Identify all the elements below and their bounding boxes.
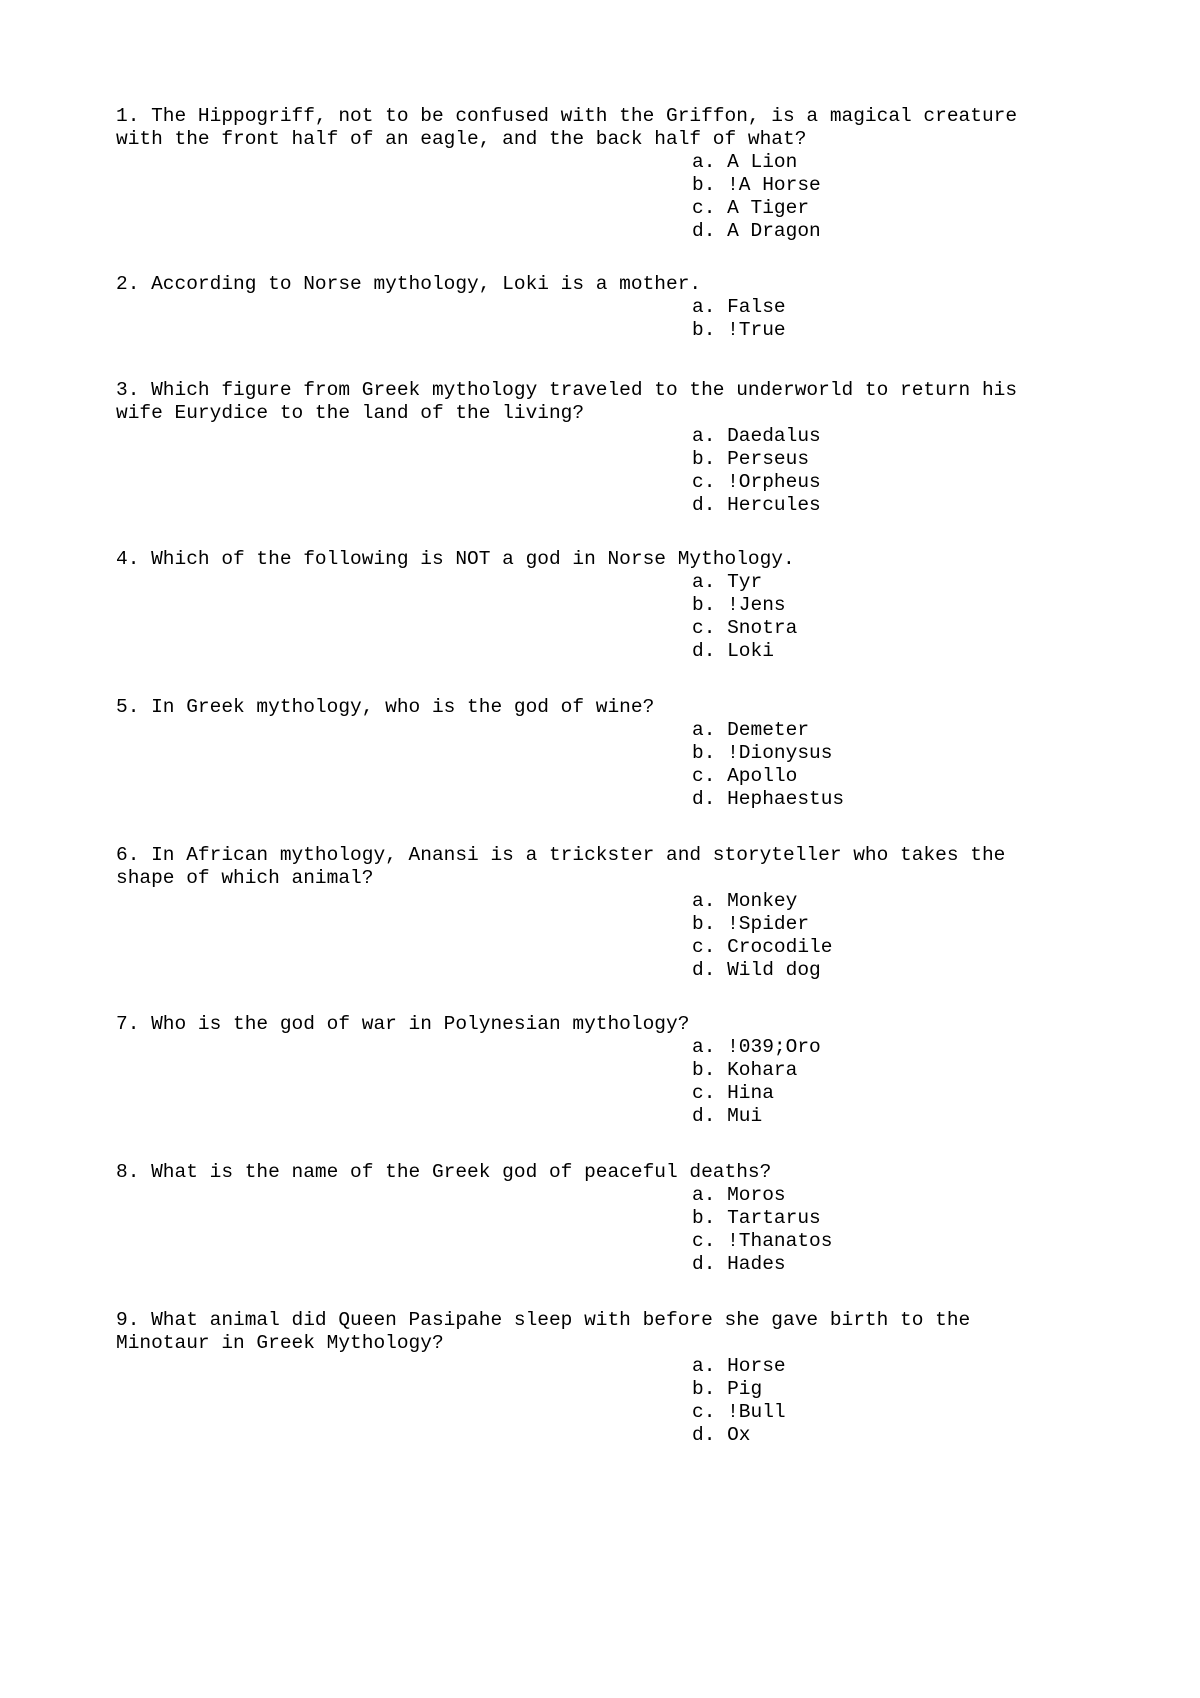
- question-text: What animal did Queen Pasipahe sleep with before she gave birth to the: [151, 1309, 971, 1331]
- answer-option: [692, 788, 1076, 811]
- option-letter: c.: [692, 617, 716, 639]
- answer-option: [692, 197, 1076, 220]
- option-letter: d.: [692, 788, 716, 810]
- answer-option: [692, 1424, 1076, 1447]
- option-letter: c.: [692, 765, 716, 787]
- option-letter: b.: [692, 913, 716, 935]
- question-number: 3.: [116, 379, 140, 401]
- question-5: [116, 696, 1076, 811]
- answer-option: [692, 719, 1076, 742]
- answer-option: [692, 1378, 1076, 1401]
- option-text: !Bull: [727, 1401, 786, 1423]
- answer-option: [692, 765, 1076, 788]
- question-text: The Hippogriff, not to be confused with the Griffon, is a magical creature: [151, 105, 1018, 127]
- option-letter: c.: [692, 1230, 716, 1252]
- question-text-line: [116, 105, 1076, 128]
- question-text-line: [116, 273, 1076, 296]
- option-text: !A Horse: [727, 174, 821, 196]
- option-letter: d.: [692, 1105, 716, 1127]
- question-4: [116, 548, 1076, 663]
- option-text: Kohara: [727, 1059, 798, 1081]
- question-number: 6.: [116, 844, 140, 866]
- question-text: In African mythology, Anansi is a trickster and storyteller who takes the: [151, 844, 1006, 866]
- question-1: [116, 105, 1076, 243]
- answer-options: [116, 719, 1076, 811]
- option-letter: c.: [692, 471, 716, 493]
- answer-options: [116, 296, 1076, 342]
- option-letter: a.: [692, 571, 716, 593]
- question-text-line: [116, 1013, 1076, 1036]
- option-letter: a.: [692, 1036, 716, 1058]
- answer-option: [692, 890, 1076, 913]
- answer-option: [692, 220, 1076, 243]
- question-text-line: [116, 128, 1076, 151]
- question-text: According to Norse mythology, Loki is a mother.: [151, 273, 702, 295]
- option-text: Hercules: [727, 494, 821, 516]
- answer-option: [692, 151, 1076, 174]
- question-text: with the front half of an eagle, and the back half of what?: [116, 128, 807, 150]
- answer-options: [116, 571, 1076, 663]
- question-text-line: [116, 867, 1076, 890]
- answer-option: [692, 448, 1076, 471]
- option-text: !Dionysus: [727, 742, 833, 764]
- answer-option: [692, 319, 1076, 342]
- option-letter: a.: [692, 151, 716, 173]
- option-letter: d.: [692, 640, 716, 662]
- question-text: What is the name of the Greek god of peaceful deaths?: [151, 1161, 772, 1183]
- question-8: [116, 1161, 1076, 1276]
- option-letter: b.: [692, 448, 716, 470]
- option-text: Moros: [727, 1184, 786, 1206]
- option-text: Loki: [727, 640, 774, 662]
- answer-option: [692, 1401, 1076, 1424]
- answer-option: [692, 594, 1076, 617]
- answer-option: [692, 913, 1076, 936]
- option-text: !True: [727, 319, 786, 341]
- question-number: 5.: [116, 696, 140, 718]
- answer-option: [692, 571, 1076, 594]
- option-text: Tyr: [727, 571, 763, 593]
- question-text: In Greek mythology, who is the god of wine?: [151, 696, 655, 718]
- option-letter: c.: [692, 936, 716, 958]
- question-text-line: [116, 844, 1076, 867]
- option-letter: b.: [692, 1059, 716, 1081]
- option-text: Demeter: [727, 719, 810, 741]
- option-letter: d.: [692, 959, 716, 981]
- option-text: Hephaestus: [727, 788, 845, 810]
- question-6: [116, 844, 1076, 982]
- option-text: Tartarus: [727, 1207, 821, 1229]
- option-text: Wild dog: [727, 959, 821, 981]
- option-letter: b.: [692, 1378, 716, 1400]
- question-text-line: [116, 402, 1076, 425]
- question-9: [116, 1309, 1076, 1447]
- option-letter: b.: [692, 174, 716, 196]
- option-text: Horse: [727, 1355, 786, 1377]
- option-letter: b.: [692, 319, 716, 341]
- option-letter: c.: [692, 1401, 716, 1423]
- answer-option: [692, 742, 1076, 765]
- question-text-line: [116, 548, 1076, 571]
- option-text: Perseus: [727, 448, 810, 470]
- answer-options: [116, 1355, 1076, 1447]
- option-letter: d.: [692, 1253, 716, 1275]
- option-text: Apollo: [727, 765, 798, 787]
- question-number: 1.: [116, 105, 140, 127]
- option-letter: d.: [692, 220, 716, 242]
- question-3: [116, 379, 1076, 517]
- option-letter: a.: [692, 296, 716, 318]
- answer-options: [116, 425, 1076, 517]
- answer-options: [116, 1036, 1076, 1128]
- question-text: Which of the following is NOT a god in Norse Mythology.: [151, 548, 795, 570]
- question-2: [116, 273, 1076, 342]
- option-text: A Tiger: [727, 197, 810, 219]
- option-text: Hades: [727, 1253, 786, 1275]
- question-text-line: [116, 1332, 1076, 1355]
- option-letter: a.: [692, 719, 716, 741]
- answer-option: [692, 617, 1076, 640]
- option-text: !Thanatos: [727, 1230, 833, 1252]
- option-text: !039;Oro: [727, 1036, 821, 1058]
- option-letter: d.: [692, 494, 716, 516]
- option-text: !Spider: [727, 913, 810, 935]
- answer-option: [692, 1355, 1076, 1378]
- question-text-line: [116, 1161, 1076, 1184]
- question-7: [116, 1013, 1076, 1128]
- question-number: 9.: [116, 1309, 140, 1331]
- option-text: Pig: [727, 1378, 763, 1400]
- answer-option: [692, 1059, 1076, 1082]
- option-letter: a.: [692, 1184, 716, 1206]
- option-text: Mui: [727, 1105, 763, 1127]
- answer-option: [692, 1230, 1076, 1253]
- option-letter: d.: [692, 1424, 716, 1446]
- option-letter: c.: [692, 197, 716, 219]
- option-letter: b.: [692, 1207, 716, 1229]
- option-text: !Orpheus: [727, 471, 821, 493]
- answer-option: [692, 1184, 1076, 1207]
- option-text: Monkey: [727, 890, 798, 912]
- answer-option: [692, 1036, 1076, 1059]
- option-letter: c.: [692, 1082, 716, 1104]
- option-letter: a.: [692, 425, 716, 447]
- answer-options: [116, 890, 1076, 982]
- option-text: !Jens: [727, 594, 786, 616]
- question-text-line: [116, 379, 1076, 402]
- answer-option: [692, 471, 1076, 494]
- option-text: Crocodile: [727, 936, 833, 958]
- option-letter: a.: [692, 1355, 716, 1377]
- question-text: shape of which animal?: [116, 867, 374, 889]
- question-text: wife Eurydice to the land of the living?: [116, 402, 585, 424]
- answer-option: [692, 959, 1076, 982]
- answer-option: [692, 494, 1076, 517]
- question-number: 4.: [116, 548, 140, 570]
- answer-option: [692, 1105, 1076, 1128]
- option-text: Daedalus: [727, 425, 821, 447]
- question-text: Who is the god of war in Polynesian mythology?: [151, 1013, 690, 1035]
- option-text: Snotra: [727, 617, 798, 639]
- option-letter: b.: [692, 594, 716, 616]
- answer-options: [116, 151, 1076, 243]
- question-text-line: [116, 1309, 1076, 1332]
- option-letter: a.: [692, 890, 716, 912]
- question-number: 8.: [116, 1161, 140, 1183]
- answer-option: [692, 174, 1076, 197]
- question-number: 7.: [116, 1013, 140, 1035]
- question-text: Which figure from Greek mythology traveled to the underworld to return his: [151, 379, 1018, 401]
- answer-options: [116, 1184, 1076, 1276]
- question-number: 2.: [116, 273, 140, 295]
- option-text: False: [727, 296, 786, 318]
- answer-option: [692, 1207, 1076, 1230]
- question-text: Minotaur in Greek Mythology?: [116, 1332, 444, 1354]
- option-text: Ox: [727, 1424, 751, 1446]
- answer-option: [692, 296, 1076, 319]
- option-text: A Dragon: [727, 220, 821, 242]
- question-text-line: [116, 696, 1076, 719]
- answer-option: [692, 1082, 1076, 1105]
- answer-option: [692, 936, 1076, 959]
- option-text: A Lion: [727, 151, 798, 173]
- option-letter: b.: [692, 742, 716, 764]
- answer-option: [692, 425, 1076, 448]
- option-text: Hina: [727, 1082, 774, 1104]
- answer-option: [692, 1253, 1076, 1276]
- answer-option: [692, 640, 1076, 663]
